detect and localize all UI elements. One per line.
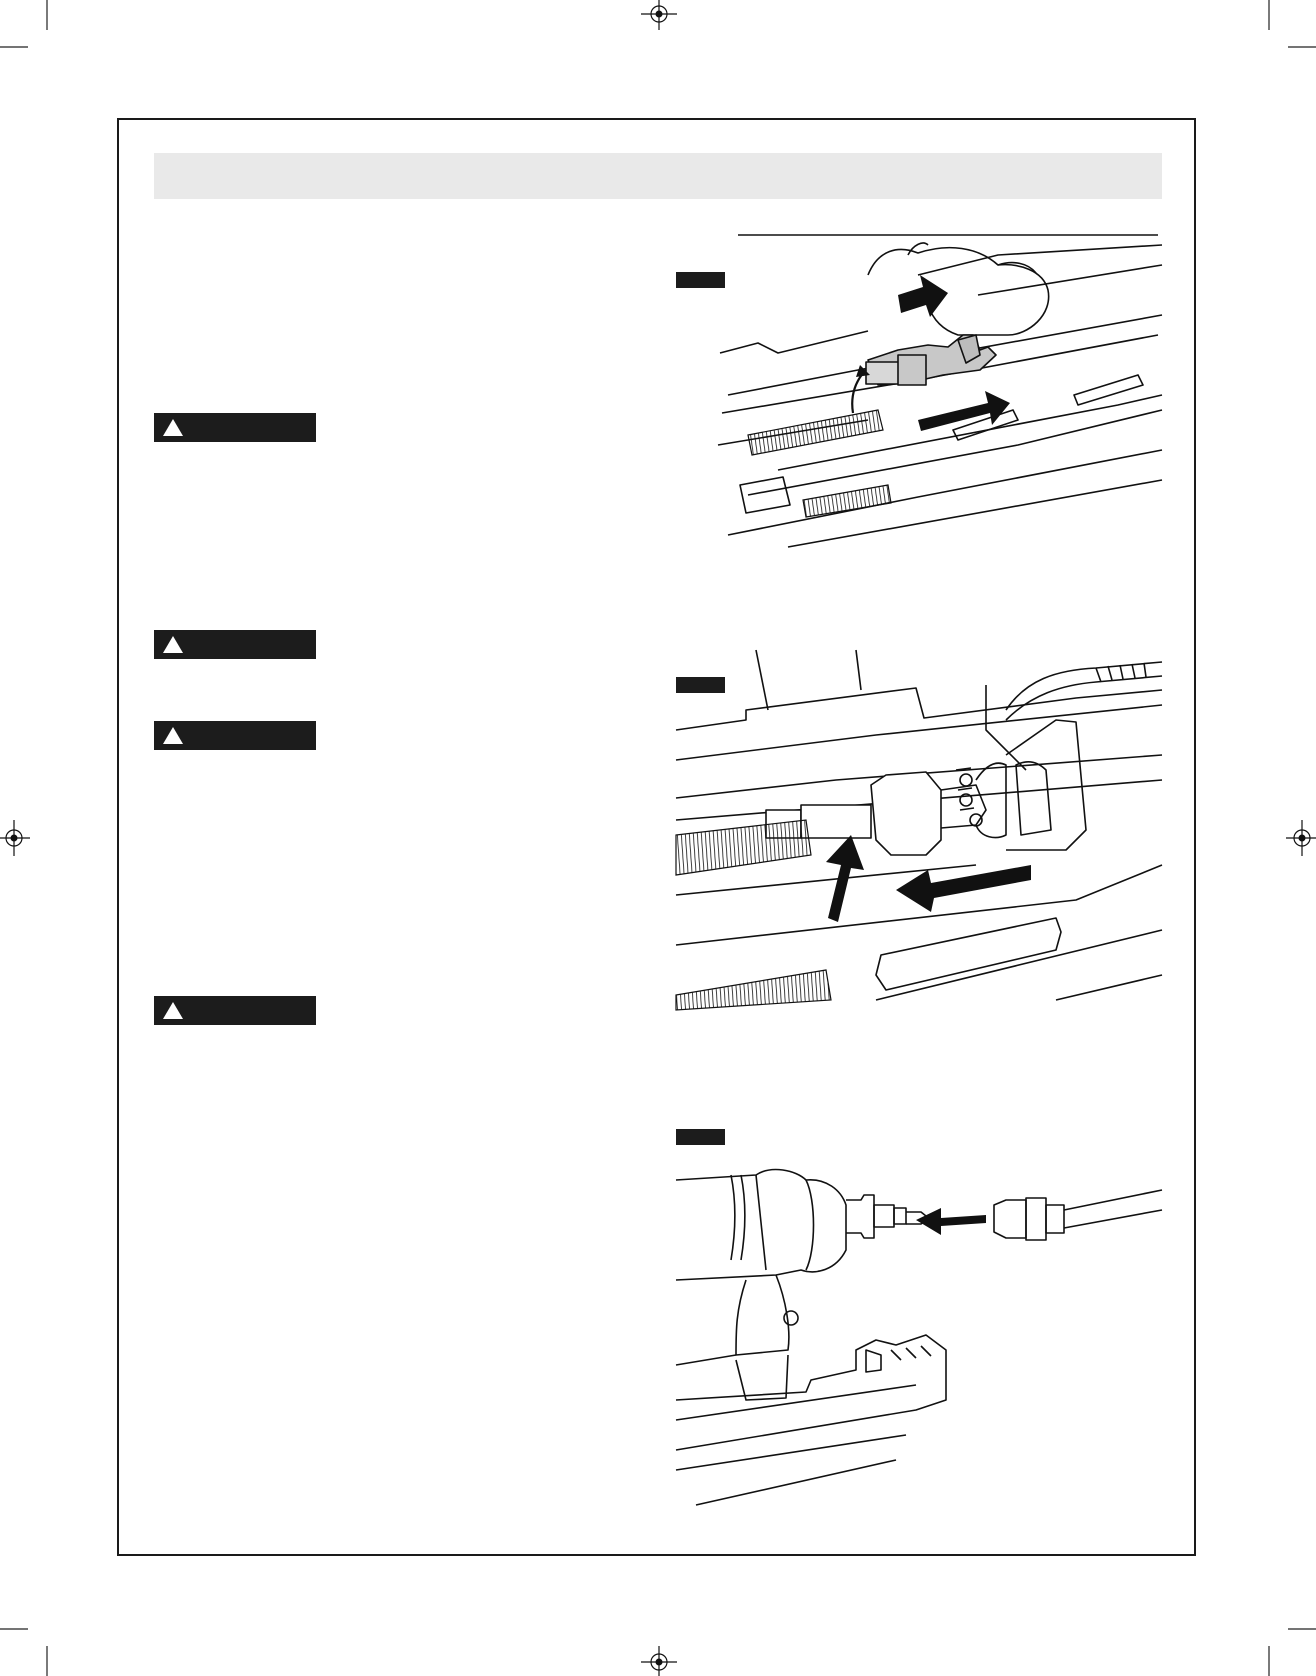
warning-label-3 xyxy=(154,721,316,750)
warning-label-1 xyxy=(154,413,316,442)
warning-triangle-icon xyxy=(162,418,184,437)
registration-mark-right xyxy=(1286,820,1316,856)
figure-tag-3 xyxy=(676,1129,725,1145)
warning-triangle-icon xyxy=(162,1001,184,1020)
registration-mark-icon xyxy=(1286,820,1316,856)
warning-triangle-icon xyxy=(162,635,184,654)
warning-label-2 xyxy=(154,630,316,659)
nailer-magazine-pusher-illustration xyxy=(718,235,1162,555)
registration-mark-icon xyxy=(641,0,677,30)
nailer-pusher-latch-illustration xyxy=(676,650,1162,1010)
registration-mark-icon xyxy=(641,1646,677,1676)
figure-air-connection xyxy=(676,1160,1162,1510)
warning-label-4 xyxy=(154,996,316,1025)
registration-mark-top xyxy=(641,0,677,30)
section-header-bar xyxy=(154,153,1162,199)
registration-mark-left xyxy=(0,820,30,856)
registration-mark-bottom xyxy=(641,1646,677,1676)
warning-triangle-icon xyxy=(162,726,184,745)
registration-mark-icon xyxy=(0,820,30,856)
figure-pusher-release xyxy=(718,235,1162,555)
air-hose-coupler-illustration xyxy=(676,1160,1162,1510)
figure-pusher-latch xyxy=(676,650,1162,1010)
